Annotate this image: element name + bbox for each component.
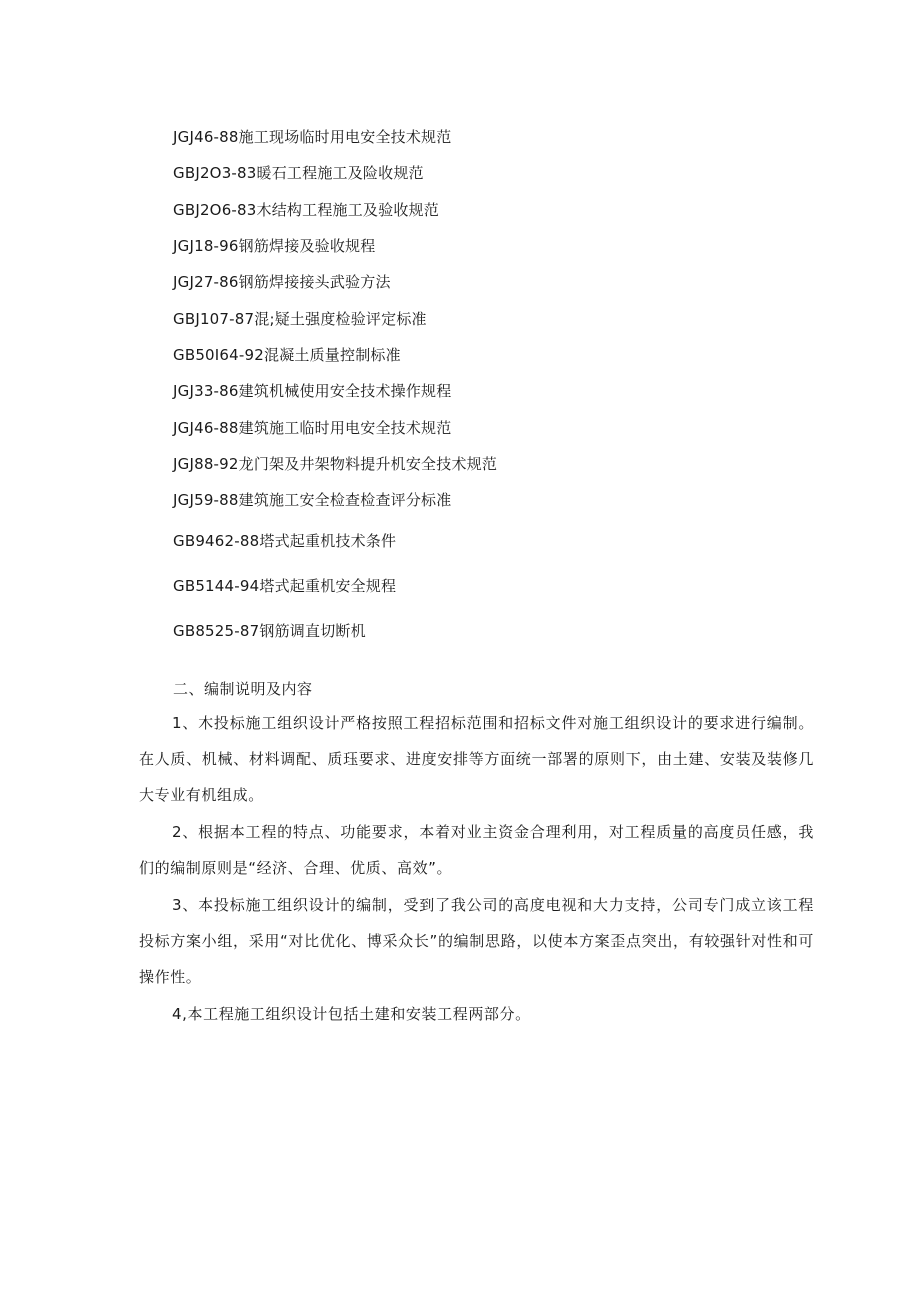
standard-item: JGJ59-88建筑施工安全检查检查评分标准 xyxy=(173,491,452,509)
paragraph-2: 2、根据本工程的特点、功能要求，本着对业主资金合理利用，对工程质量的高度员任感，我们的编制原则是“经济、合理、优质、高效”。 xyxy=(139,823,814,877)
standard-item: GB5144-94塔式起重机安全规程 xyxy=(173,577,397,595)
standard-item: JGJ33-86建筑机械使用安全技术操作规程 xyxy=(173,382,452,400)
standard-item: GBJ107-87混;疑土强度检验评定标准 xyxy=(173,310,427,328)
standard-item: JGJ27-86钢筋焊接接头武验方法 xyxy=(173,273,391,291)
standard-item: GBJ2O3-83暖石工程施工及险收规范 xyxy=(173,164,424,182)
paragraph-3: 3、本投标施工组织设计的编制，受到了我公司的高度电视和大力支持，公司专门成立该工程投标方案小组，采用“对比优化、博采众长”的编制思路，以使本方案歪点突出，有较强针对性和可操作性。 xyxy=(139,896,814,986)
standard-item: GB9462-88塔式起重机技术条件 xyxy=(173,532,397,550)
paragraph-1: 1、木投标施工组织设计严格按照工程招标范围和招标文件对施工组织设计的要求进行编制。在人质、机械、材料调配、质珏要求、进度安排等方面统一部署的原则下，由土建、安装及装修几大专业有机组成。 xyxy=(139,714,814,804)
standard-item: JGJ88-92龙门架及井架物料提升机安全技术规范 xyxy=(173,455,498,473)
standard-item: JGJ46-88建筑施工临时用电安全技术规范 xyxy=(173,419,452,437)
standard-item: GBJ2O6-83木结构工程施工及验收规范 xyxy=(173,201,439,219)
standard-item: GB8525-87钢筋调直切断机 xyxy=(173,622,366,640)
section-heading: 二、编制说明及内容 xyxy=(173,680,313,698)
standard-item: JGJ46-88施工现场临时用电安全技术规范 xyxy=(173,128,452,146)
standard-item: GB50I64-92混凝土质量控制标准 xyxy=(173,346,401,364)
paragraph-4: 4,本工程施工组织设计包括土建和安装工程两部分。 xyxy=(172,1005,531,1023)
standard-item: JGJ18-96钢筋焊接及验收规程 xyxy=(173,237,376,255)
